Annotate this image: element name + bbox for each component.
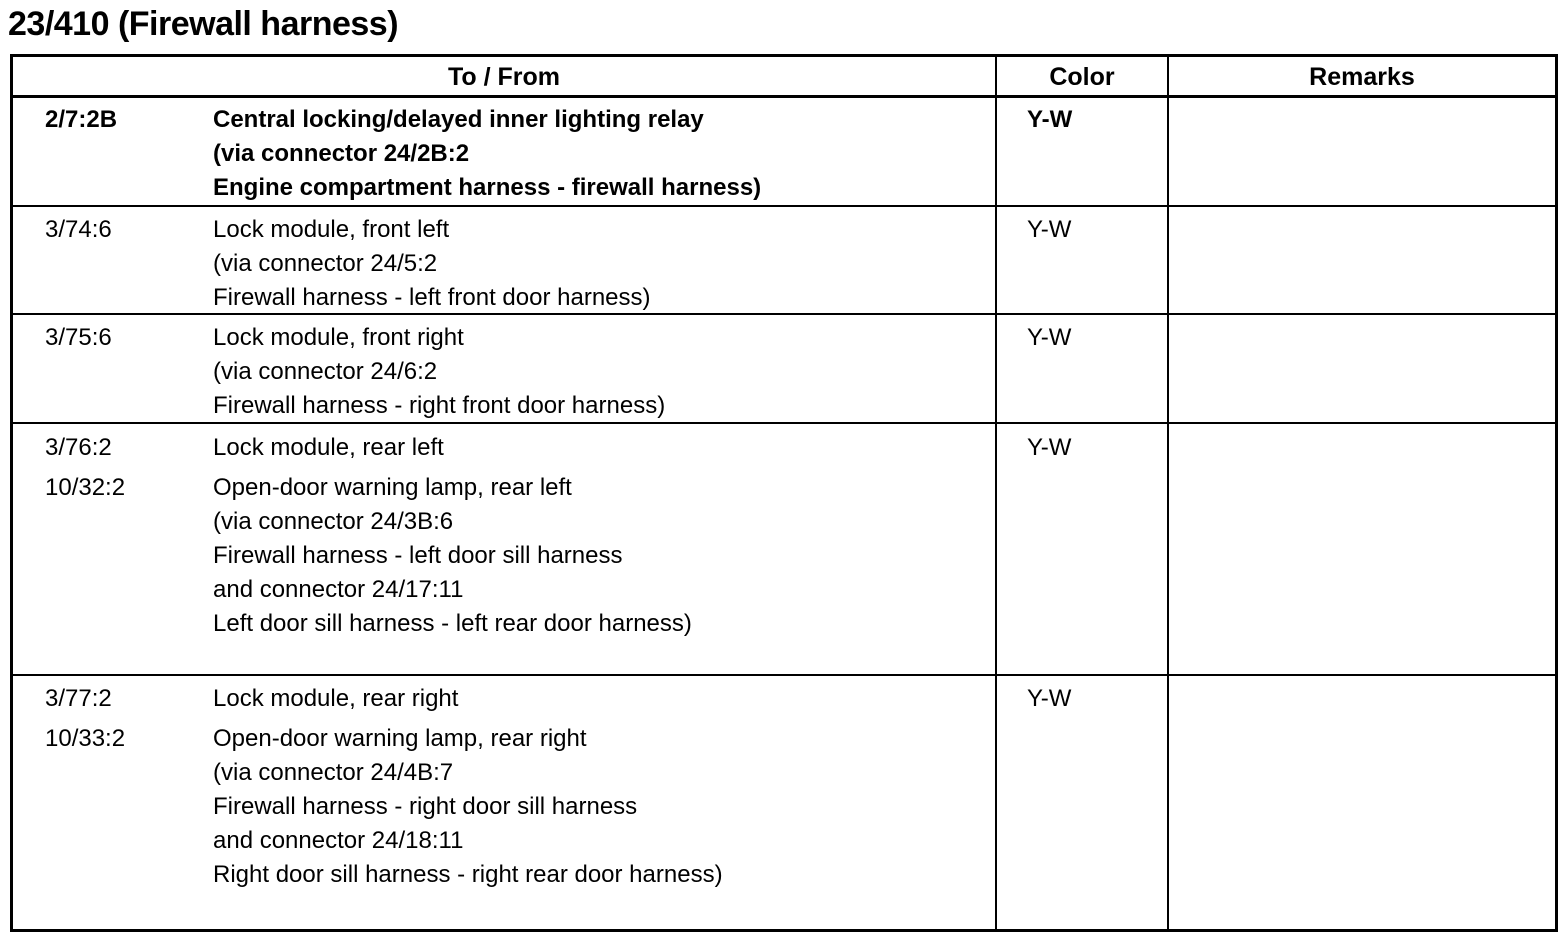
wire-color: Y-W — [1027, 685, 1072, 712]
row-description: Open-door warning lamp, rear left (via connector 24/3B:6 Firewall harness - left door sill harness and connector 24/17:11 Left door sill harness - left rear door harness) — [213, 474, 692, 637]
connector-code: 10/33:2 — [45, 725, 126, 752]
row-description: Lock module, front left (via connector 24/5:2 Firewall harness - left front door harness) — [213, 216, 651, 311]
header-color: Color — [1049, 63, 1115, 91]
connector-code: 3/75:6 — [45, 324, 112, 351]
connector-code: 10/32:2 — [45, 474, 126, 501]
wire-color: Y-W — [1027, 106, 1073, 133]
header-divider — [13, 95, 1555, 98]
connector-code: 3/74:6 — [45, 216, 112, 243]
wire-color: Y-W — [1027, 434, 1072, 461]
row-divider — [13, 313, 1555, 315]
row-description: Lock module, rear left — [213, 434, 444, 461]
row-description: Lock module, rear right — [213, 685, 459, 712]
page-title: 23/410 (Firewall harness) — [8, 5, 399, 43]
wire-color: Y-W — [1027, 324, 1072, 351]
connector-code: 2/7:2B — [45, 106, 118, 133]
connector-code: 3/76:2 — [45, 434, 112, 461]
row-description: Lock module, front right (via connector 24/6:2 Firewall harness - right front door harness) — [213, 324, 666, 419]
column-divider-color — [995, 57, 997, 929]
row-divider — [13, 674, 1555, 676]
wiring-table — [10, 54, 1558, 932]
row-divider — [13, 205, 1555, 207]
header-to-from: To / From — [447, 63, 561, 91]
wire-color: Y-W — [1027, 216, 1072, 243]
column-divider-remarks — [1167, 57, 1169, 929]
row-description: Central locking/delayed inner lighting relay (via connector 24/2B:2 Engine compartment harness - firewall harness) — [213, 106, 762, 201]
row-divider — [13, 422, 1555, 424]
header-remarks: Remarks — [1309, 63, 1415, 91]
connector-code: 3/77:2 — [45, 685, 112, 712]
row-description: Open-door warning lamp, rear right (via connector 24/4B:7 Firewall harness - right door sill harness and connector 24/18:11 Right door sill harness - right rear door harness) — [213, 725, 723, 888]
